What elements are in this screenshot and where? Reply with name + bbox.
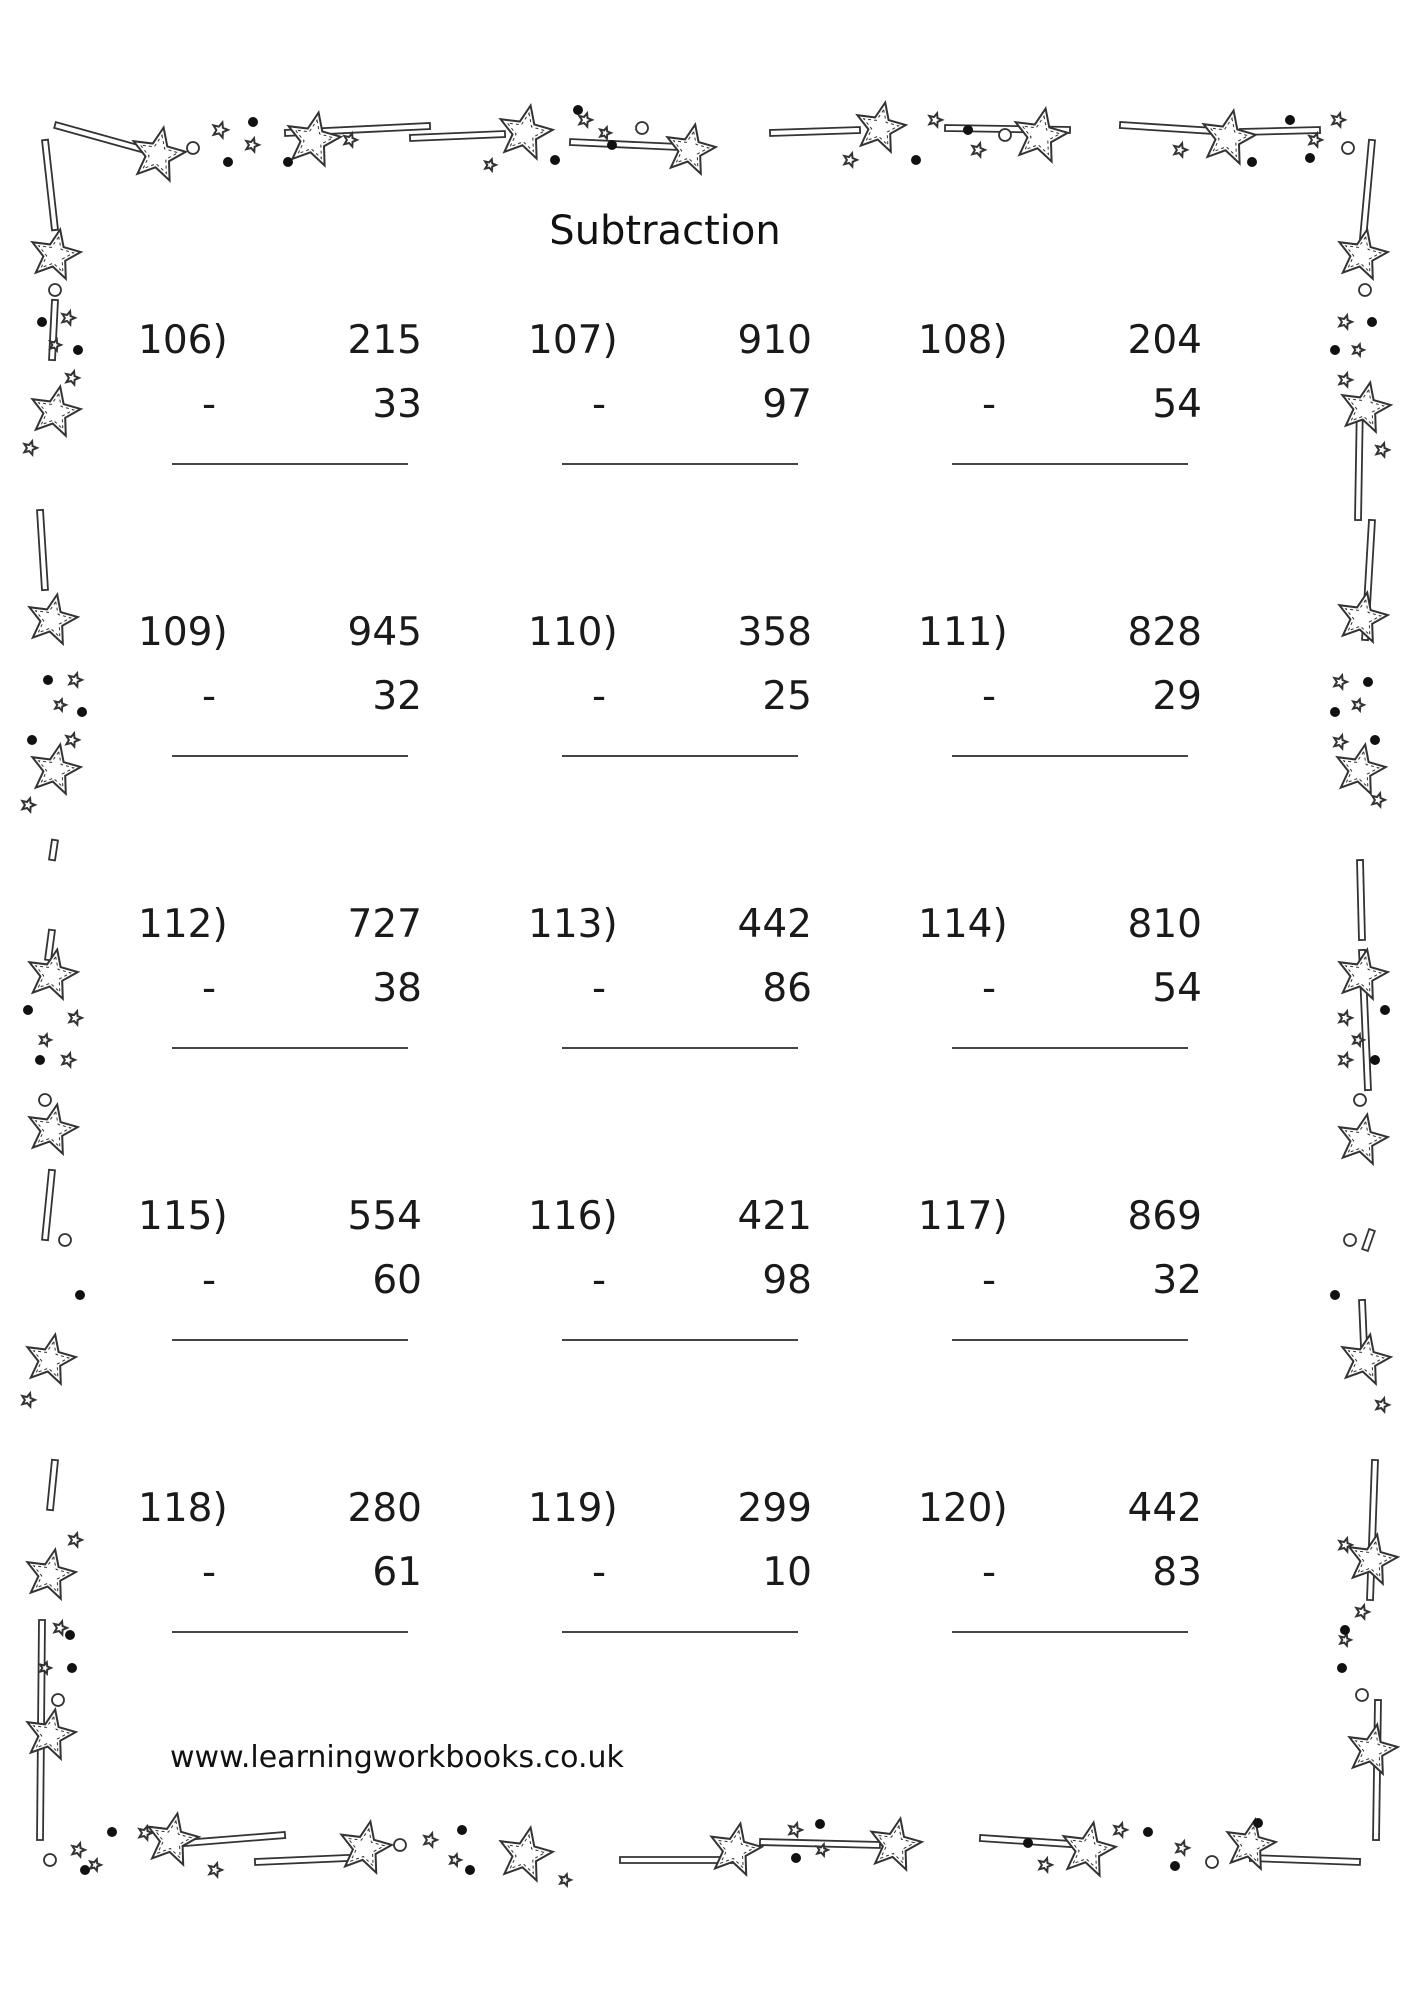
star-icon xyxy=(62,1053,75,1066)
star-icon xyxy=(32,745,80,794)
star-icon xyxy=(1340,1634,1351,1645)
minuend: 442 xyxy=(737,902,812,947)
minus-sign: - xyxy=(982,382,997,427)
dot-icon xyxy=(77,707,87,717)
star-icon xyxy=(69,673,82,686)
star-icon xyxy=(1339,315,1352,328)
star-icon xyxy=(1339,230,1387,279)
dot-icon xyxy=(27,735,37,745)
dot-icon xyxy=(80,1865,90,1875)
minuend: 215 xyxy=(347,318,422,363)
ring-icon xyxy=(394,1839,406,1851)
star-icon xyxy=(1204,111,1256,164)
wand-stick-icon xyxy=(1367,1460,1378,1600)
dot-icon xyxy=(43,675,53,685)
star-icon xyxy=(1334,675,1347,688)
problem-119 xyxy=(528,1486,848,1656)
wand-stick-icon xyxy=(49,840,58,861)
dot-icon xyxy=(1363,677,1373,687)
star-icon xyxy=(1174,143,1187,156)
answer-line[interactable] xyxy=(562,755,798,757)
star-icon xyxy=(246,138,259,151)
problem-number: 118) xyxy=(138,1486,228,1531)
minuend: 910 xyxy=(737,318,812,363)
dot-icon xyxy=(65,1630,75,1640)
minus-sign: - xyxy=(592,674,607,719)
star-icon xyxy=(24,441,37,454)
answer-line[interactable] xyxy=(952,755,1188,757)
minuend: 204 xyxy=(1127,318,1202,363)
star-icon xyxy=(66,733,79,746)
star-icon xyxy=(485,159,496,170)
star-icon xyxy=(29,950,77,999)
dot-icon xyxy=(1330,345,1340,355)
dot-icon xyxy=(607,140,617,150)
problem-107 xyxy=(528,318,848,488)
ring-icon xyxy=(1356,1689,1368,1701)
answer-line[interactable] xyxy=(172,1339,408,1341)
star-icon xyxy=(450,1854,461,1865)
star-icon xyxy=(1342,383,1390,432)
minus-sign: - xyxy=(202,1258,217,1303)
star-icon xyxy=(72,1843,85,1856)
wand-stick-icon xyxy=(47,1460,58,1511)
star-icon xyxy=(54,1621,67,1634)
minuend: 554 xyxy=(347,1194,422,1239)
star-icon xyxy=(844,153,857,166)
dot-icon xyxy=(223,157,233,167)
star-icon xyxy=(857,103,905,152)
star-icon xyxy=(1339,1011,1352,1024)
minus-sign: - xyxy=(592,382,607,427)
wand-stick-icon xyxy=(42,1170,55,1241)
answer-line[interactable] xyxy=(562,1631,798,1633)
dot-icon xyxy=(1340,1625,1350,1635)
answer-line[interactable] xyxy=(172,1047,408,1049)
dot-icon xyxy=(248,117,258,127)
star-icon xyxy=(501,106,553,159)
dot-icon xyxy=(67,1663,77,1673)
dot-icon xyxy=(1337,1663,1347,1673)
minus-sign: - xyxy=(592,1550,607,1595)
dot-icon xyxy=(1285,115,1295,125)
star-icon xyxy=(342,1822,392,1873)
minuend: 442 xyxy=(1127,1486,1202,1531)
page-title: Subtraction xyxy=(549,208,781,254)
star-icon xyxy=(1353,699,1364,710)
star-icon xyxy=(972,143,985,156)
ring-icon xyxy=(59,1234,71,1246)
problem-117 xyxy=(918,1194,1238,1364)
star-icon xyxy=(40,1662,51,1673)
ring-icon xyxy=(187,142,199,154)
dot-icon xyxy=(1370,735,1380,745)
dot-icon xyxy=(1305,153,1315,163)
star-icon xyxy=(22,798,35,811)
subtrahend: 86 xyxy=(762,966,812,1011)
minus-sign: - xyxy=(982,674,997,719)
star-icon xyxy=(1339,1053,1352,1066)
dot-icon xyxy=(550,155,560,165)
subtrahend: 54 xyxy=(1152,966,1202,1011)
problem-number: 111) xyxy=(918,610,1008,655)
star-icon xyxy=(1064,1823,1116,1876)
star-icon xyxy=(29,1105,77,1154)
dot-icon xyxy=(465,1865,475,1875)
minuend: 945 xyxy=(347,610,422,655)
star-icon xyxy=(66,371,79,384)
star-icon xyxy=(1376,1398,1389,1411)
star-icon xyxy=(929,113,942,126)
dot-icon xyxy=(73,345,83,355)
answer-line[interactable] xyxy=(952,1047,1188,1049)
dot-icon xyxy=(573,105,583,115)
problem-number: 119) xyxy=(528,1486,618,1531)
dot-icon xyxy=(1330,707,1340,717)
star-icon xyxy=(1342,1335,1390,1384)
star-icon xyxy=(1339,593,1387,642)
problem-number: 110) xyxy=(528,610,618,655)
problem-number: 106) xyxy=(138,318,228,363)
problem-110 xyxy=(528,610,848,780)
star-icon xyxy=(1339,1115,1387,1164)
dot-icon xyxy=(1367,317,1377,327)
dot-icon xyxy=(1170,1861,1180,1871)
subtrahend: 54 xyxy=(1152,382,1202,427)
star-icon xyxy=(1114,1823,1127,1836)
star-icon xyxy=(22,1393,35,1406)
ring-icon xyxy=(49,284,61,296)
minus-sign: - xyxy=(202,966,217,1011)
wand-stick-icon xyxy=(54,122,146,153)
dot-icon xyxy=(963,125,973,135)
problem-number: 108) xyxy=(918,318,1008,363)
star-icon xyxy=(600,127,611,138)
star-icon xyxy=(62,311,75,324)
problem-112 xyxy=(138,902,458,1072)
ring-icon xyxy=(1344,1234,1356,1246)
star-icon xyxy=(712,1824,762,1875)
dot-icon xyxy=(283,157,293,167)
dot-icon xyxy=(35,1055,45,1065)
dot-icon xyxy=(815,1819,825,1829)
problem-106 xyxy=(138,318,458,488)
star-icon xyxy=(27,1710,75,1759)
minuend: 869 xyxy=(1127,1194,1202,1239)
subtrahend: 97 xyxy=(762,382,812,427)
problem-number: 107) xyxy=(528,318,618,363)
problem-number: 115) xyxy=(138,1194,228,1239)
wand-stick-icon xyxy=(410,131,505,141)
star-icon xyxy=(32,387,80,436)
problem-115 xyxy=(138,1194,458,1364)
minus-sign: - xyxy=(202,674,217,719)
problem-114 xyxy=(918,902,1238,1072)
ring-icon xyxy=(636,122,648,134)
subtrahend: 98 xyxy=(762,1258,812,1303)
problem-number: 109) xyxy=(138,610,228,655)
wand-stick-icon xyxy=(1357,860,1365,940)
star-icon xyxy=(55,699,66,710)
minuend: 810 xyxy=(1127,902,1202,947)
answer-line[interactable] xyxy=(172,463,408,465)
star-icon xyxy=(424,1833,437,1846)
wand-stick-icon xyxy=(37,510,48,590)
star-icon xyxy=(214,122,229,137)
star-icon xyxy=(344,133,357,146)
problem-111 xyxy=(918,610,1238,780)
website-url: www.learningworkbooks.co.uk xyxy=(170,1740,624,1775)
star-icon xyxy=(1039,1858,1052,1871)
star-icon xyxy=(1349,1535,1397,1584)
dot-icon xyxy=(23,1005,33,1015)
minus-sign: - xyxy=(592,1258,607,1303)
problem-108 xyxy=(918,318,1238,488)
minuend: 828 xyxy=(1127,610,1202,655)
minus-sign: - xyxy=(982,966,997,1011)
wand-stick-icon xyxy=(1250,1855,1360,1865)
star-icon xyxy=(1349,1725,1397,1774)
subtrahend: 10 xyxy=(762,1550,812,1595)
subtrahend: 33 xyxy=(372,382,422,427)
subtrahend: 32 xyxy=(1152,1258,1202,1303)
minus-sign: - xyxy=(202,382,217,427)
ring-icon xyxy=(1359,284,1371,296)
ring-icon xyxy=(1206,1856,1218,1868)
subtrahend: 60 xyxy=(372,1258,422,1303)
dot-icon xyxy=(1023,1838,1033,1848)
problem-number: 120) xyxy=(918,1486,1008,1531)
problem-116 xyxy=(528,1194,848,1364)
answer-line[interactable] xyxy=(172,1631,408,1633)
star-icon xyxy=(27,1550,75,1599)
dot-icon xyxy=(1380,1005,1390,1015)
star-icon xyxy=(1353,344,1364,355)
ring-icon xyxy=(52,1694,64,1706)
star-icon xyxy=(1332,113,1345,126)
dot-icon xyxy=(1247,157,1257,167)
star-icon xyxy=(1337,745,1385,794)
answer-line[interactable] xyxy=(562,1047,798,1049)
wand-stick-icon xyxy=(770,127,860,136)
star-icon xyxy=(27,1335,75,1384)
dot-icon xyxy=(1143,1827,1153,1837)
dot-icon xyxy=(75,1290,85,1300)
star-icon xyxy=(579,113,592,126)
problem-113 xyxy=(528,902,848,1072)
problem-number: 116) xyxy=(528,1194,618,1239)
star-icon xyxy=(134,128,186,181)
dot-icon xyxy=(1253,1818,1263,1828)
subtrahend: 32 xyxy=(372,674,422,719)
subtrahend: 83 xyxy=(1152,1550,1202,1595)
star-icon xyxy=(1372,793,1385,806)
minuend: 421 xyxy=(737,1194,812,1239)
star-icon xyxy=(69,1533,82,1546)
minus-sign: - xyxy=(592,966,607,1011)
dot-icon xyxy=(791,1853,801,1863)
dot-icon xyxy=(457,1825,467,1835)
answer-line[interactable] xyxy=(562,463,798,465)
star-icon xyxy=(1356,1605,1369,1618)
dot-icon xyxy=(911,155,921,165)
answer-line[interactable] xyxy=(562,1339,798,1341)
ring-icon xyxy=(1342,142,1354,154)
minuend: 727 xyxy=(347,902,422,947)
subtrahend: 61 xyxy=(372,1550,422,1595)
star-icon xyxy=(501,1828,553,1881)
problem-120 xyxy=(918,1486,1238,1656)
star-icon xyxy=(289,113,341,166)
ring-icon xyxy=(999,129,1011,141)
star-icon xyxy=(1376,443,1389,456)
dot-icon xyxy=(107,1827,117,1837)
problem-number: 113) xyxy=(528,902,618,947)
star-icon xyxy=(1339,373,1352,386)
subtrahend: 25 xyxy=(762,674,812,719)
star-icon xyxy=(90,1859,101,1870)
answer-line[interactable] xyxy=(952,1631,1188,1633)
wand-stick-icon xyxy=(1362,1229,1375,1251)
problem-number: 114) xyxy=(918,902,1008,947)
star-icon xyxy=(1016,109,1068,162)
dot-icon xyxy=(37,317,47,327)
star-icon xyxy=(29,595,77,644)
minuend: 280 xyxy=(347,1486,422,1531)
minus-sign: - xyxy=(982,1258,997,1303)
star-icon xyxy=(789,1823,802,1836)
answer-line[interactable] xyxy=(952,1339,1188,1341)
problem-number: 112) xyxy=(138,902,228,947)
answer-line[interactable] xyxy=(952,463,1188,465)
problem-118 xyxy=(138,1486,458,1656)
ring-icon xyxy=(1354,1094,1366,1106)
subtrahend: 29 xyxy=(1152,674,1202,719)
star-icon xyxy=(1309,133,1322,146)
star-icon xyxy=(50,339,61,350)
star-icon xyxy=(560,1874,571,1885)
ring-icon xyxy=(44,1854,56,1866)
dot-icon xyxy=(1370,1055,1380,1065)
star-icon xyxy=(40,1034,51,1045)
answer-line[interactable] xyxy=(172,755,408,757)
subtrahend: 38 xyxy=(372,966,422,1011)
star-icon xyxy=(209,1863,222,1876)
star-icon xyxy=(149,1814,199,1865)
star-icon xyxy=(1176,1841,1189,1854)
minus-sign: - xyxy=(982,1550,997,1595)
problem-number: 117) xyxy=(918,1194,1008,1239)
star-icon xyxy=(1339,950,1387,999)
dot-icon xyxy=(1330,1290,1340,1300)
problem-109 xyxy=(138,610,458,780)
minus-sign: - xyxy=(202,1550,217,1595)
star-icon xyxy=(1334,735,1347,748)
minuend: 299 xyxy=(737,1486,812,1531)
star-icon xyxy=(69,1011,82,1024)
ring-icon xyxy=(39,1094,51,1106)
minuend: 358 xyxy=(737,610,812,655)
